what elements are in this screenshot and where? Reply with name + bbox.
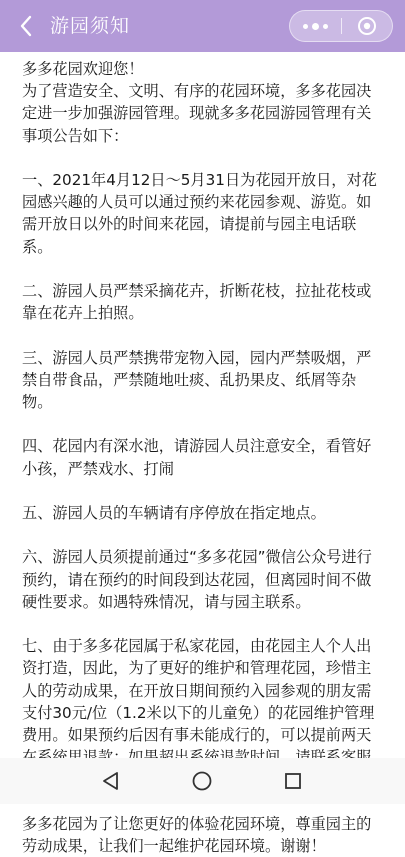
triangle-back-icon [101,771,121,791]
square-recents-icon [283,771,303,791]
notice-content [22,58,386,857]
closing-paragraph: 多多花园为了让您更好的体验花园环境，尊重园主的劳动成果，让我们一起维护花园环境。谢谢！ [22,814,372,855]
rule-item-1: 一、2021年4月12日～5月31日为花园开放日，对花园感兴趣的人员可以通过预约来花园参观、游览。如需开放日以外的时间来花园，请提前与园主电话联系。 [22,171,377,256]
rule-item-6: 六、游园人员须提前通过“多多花园”微信公众号进行预约，请在预约的时间段到达花园，但离园时间不做硬性要求。如遇特殊情况，请与园主联系。 [22,548,372,611]
nav-home-button[interactable] [188,767,216,795]
rule-item-4: 四、花园内有深水池，请游园人员注意安全，看管好小孩，严禁戏水、打闹 [22,437,372,478]
page-title: 游园须知 [50,15,131,37]
rule-item-7: 七、由于多多花园属于私家花园，由花园主人个人出资打造，因此，为了更好的维护和管理花园，珍惜主人的劳动成果，在开放日期间预约入园参观的朋友需支付30元/位（1.2米以下的儿童免）的花园维护管理费用。如果预约后因有事未能成行的，可以提前两天 [22,637,375,744]
nav-recents-button[interactable] [279,767,307,795]
back-button[interactable] [10,10,42,42]
rule-item-3: 三、游园人员严禁携带宠物入园，园内严禁吸烟，严禁自带食品，严禁随地吐痰、乱扔果皮、纸屑等杂物。 [22,348,372,411]
close-button[interactable] [342,11,392,41]
more-dots-icon [303,24,308,29]
rule-item-5: 五、游园人员的车辆请有序停放在指定地点。 [22,503,326,522]
android-nav-bar [0,758,405,804]
more-button[interactable] [290,11,341,41]
intro-paragraph: 为了营造安全、文明、有序的花园环境，多多花园决定进一步加强游园管理。现就多多花园游园管理有关事项公告如下： [22,82,372,145]
rule-item-2: 二、游园人员严禁采摘花卉，折断花枝，拉扯花枝或靠在花卉上拍照。 [22,282,372,323]
nav-back-button[interactable] [97,767,125,795]
miniprogram-close-icon [357,16,377,36]
chevron-left-icon [19,15,33,37]
circle-home-icon [191,770,213,792]
capsule-menu [289,10,393,42]
header-bar [0,0,405,52]
greeting-text: 多多花园欢迎您！ [22,60,144,78]
